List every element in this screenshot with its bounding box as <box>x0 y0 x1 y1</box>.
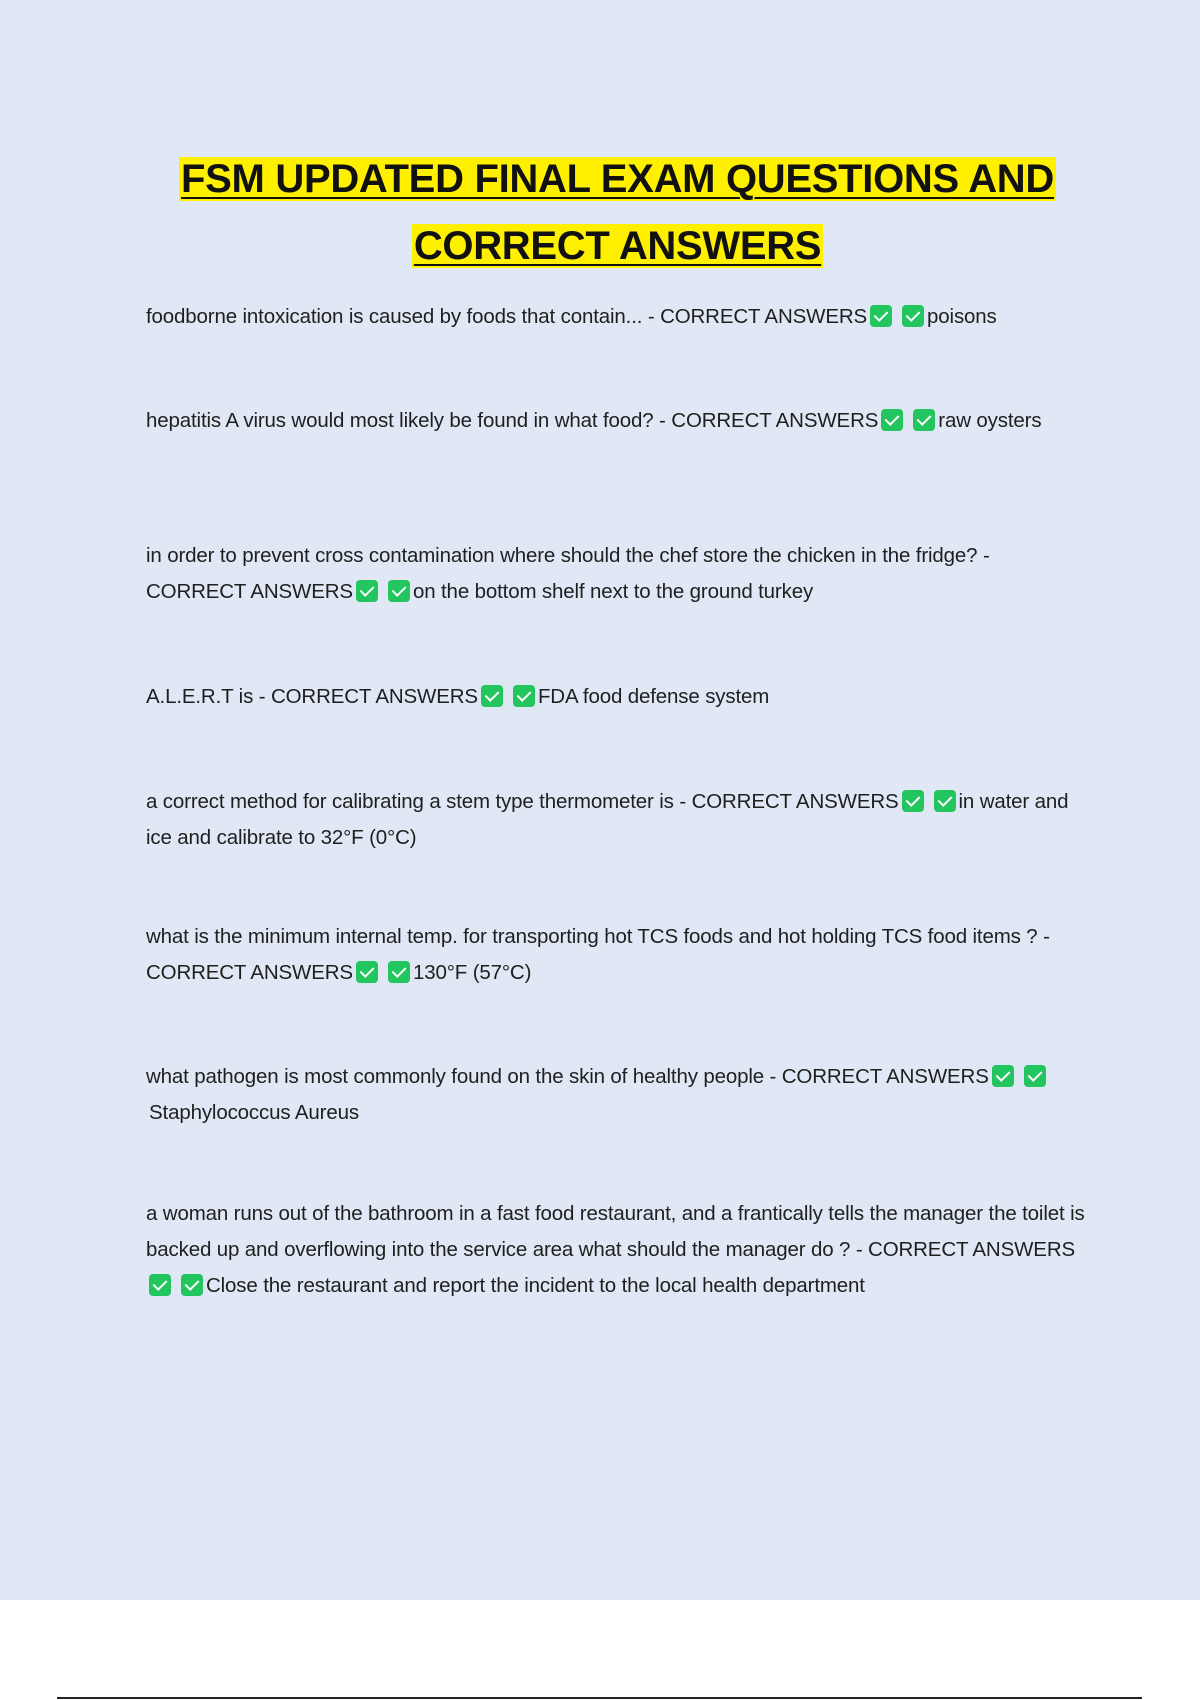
answer-marker: CORRECT ANSWERS <box>660 305 868 328</box>
question-text: in order to prevent cross contamination where should the chef store the chicken in the fridge? - <box>146 544 990 567</box>
check-mark-icon <box>913 409 935 431</box>
qa-item <box>146 403 1086 439</box>
answer-marker: CORRECT ANSWERS <box>671 409 879 432</box>
answer-text: poisons <box>927 305 997 328</box>
check-mark-icon <box>356 961 378 983</box>
check-mark-icon <box>388 961 410 983</box>
title-line-2: CORRECT ANSWERS <box>413 224 822 268</box>
answer-text: on the bottom shelf next to the ground turkey <box>412 580 814 603</box>
question-text: hepatitis A virus would most likely be found in what food? - <box>146 409 672 432</box>
title-line-1: FSM UPDATED FINAL EXAM QUESTIONS AND <box>181 157 1054 201</box>
check-mark-icon <box>1024 1065 1046 1087</box>
answer-marker: CORRECT ANSWERS <box>691 790 899 813</box>
answer-text: in water and ice and calibrate to 32°F (0°C) <box>146 790 1069 849</box>
check-mark-icon <box>513 685 535 707</box>
check-mark-icon <box>934 790 956 812</box>
document-title <box>0 146 1200 280</box>
check-mark-icon <box>992 1065 1014 1087</box>
question-text: A.L.E.R.T is - <box>146 685 271 708</box>
qa-item <box>146 919 1086 991</box>
qa-item <box>146 299 1086 335</box>
check-mark-icon <box>481 685 503 707</box>
answer-text: 130°F (57°C) <box>412 961 532 984</box>
qa-item <box>146 784 1086 856</box>
check-mark-icon <box>356 580 378 602</box>
answer-text: FDA food defense system <box>537 685 770 708</box>
answer-text: Close the restaurant and report the incident to the local health department <box>206 1274 865 1297</box>
question-text: a woman runs out of the bathroom in a fast food restaurant, and a frantically tells the manager the toilet is backed up and overflowing into the service area what should the manager do ? - <box>146 1202 1085 1261</box>
qa-item <box>146 679 1086 715</box>
answer-marker: CORRECT ANSWERS <box>146 580 353 603</box>
check-mark-icon <box>902 790 924 812</box>
answer-marker: CORRECT ANSWERS <box>270 685 478 708</box>
check-mark-icon <box>870 305 892 327</box>
check-mark-icon <box>881 409 903 431</box>
check-mark-icon <box>388 580 410 602</box>
answer-text: Staphylococcus Aureus <box>149 1101 359 1124</box>
answer-marker: CORRECT ANSWERS <box>781 1065 989 1088</box>
qa-item <box>146 538 1086 610</box>
answer-marker: CORRECT ANSWERS <box>868 1238 1076 1261</box>
qa-item <box>146 1059 1086 1131</box>
question-text: foodborne intoxication is caused by foods that contain... - <box>146 305 661 328</box>
question-text: what is the minimum internal temp. for transporting hot TCS foods and hot holding TCS food items ? - <box>146 925 1050 948</box>
qa-item <box>146 1196 1086 1304</box>
check-mark-icon <box>149 1274 171 1296</box>
check-mark-icon <box>902 305 924 327</box>
footer-rule <box>57 1697 1142 1699</box>
question-text: a correct method for calibrating a stem type thermometer is - <box>146 790 692 813</box>
answer-text: raw oysters <box>938 409 1042 432</box>
answer-marker: CORRECT ANSWERS <box>146 961 353 984</box>
question-text: what pathogen is most commonly found on the skin of healthy people - <box>146 1065 782 1088</box>
check-mark-icon <box>181 1274 203 1296</box>
